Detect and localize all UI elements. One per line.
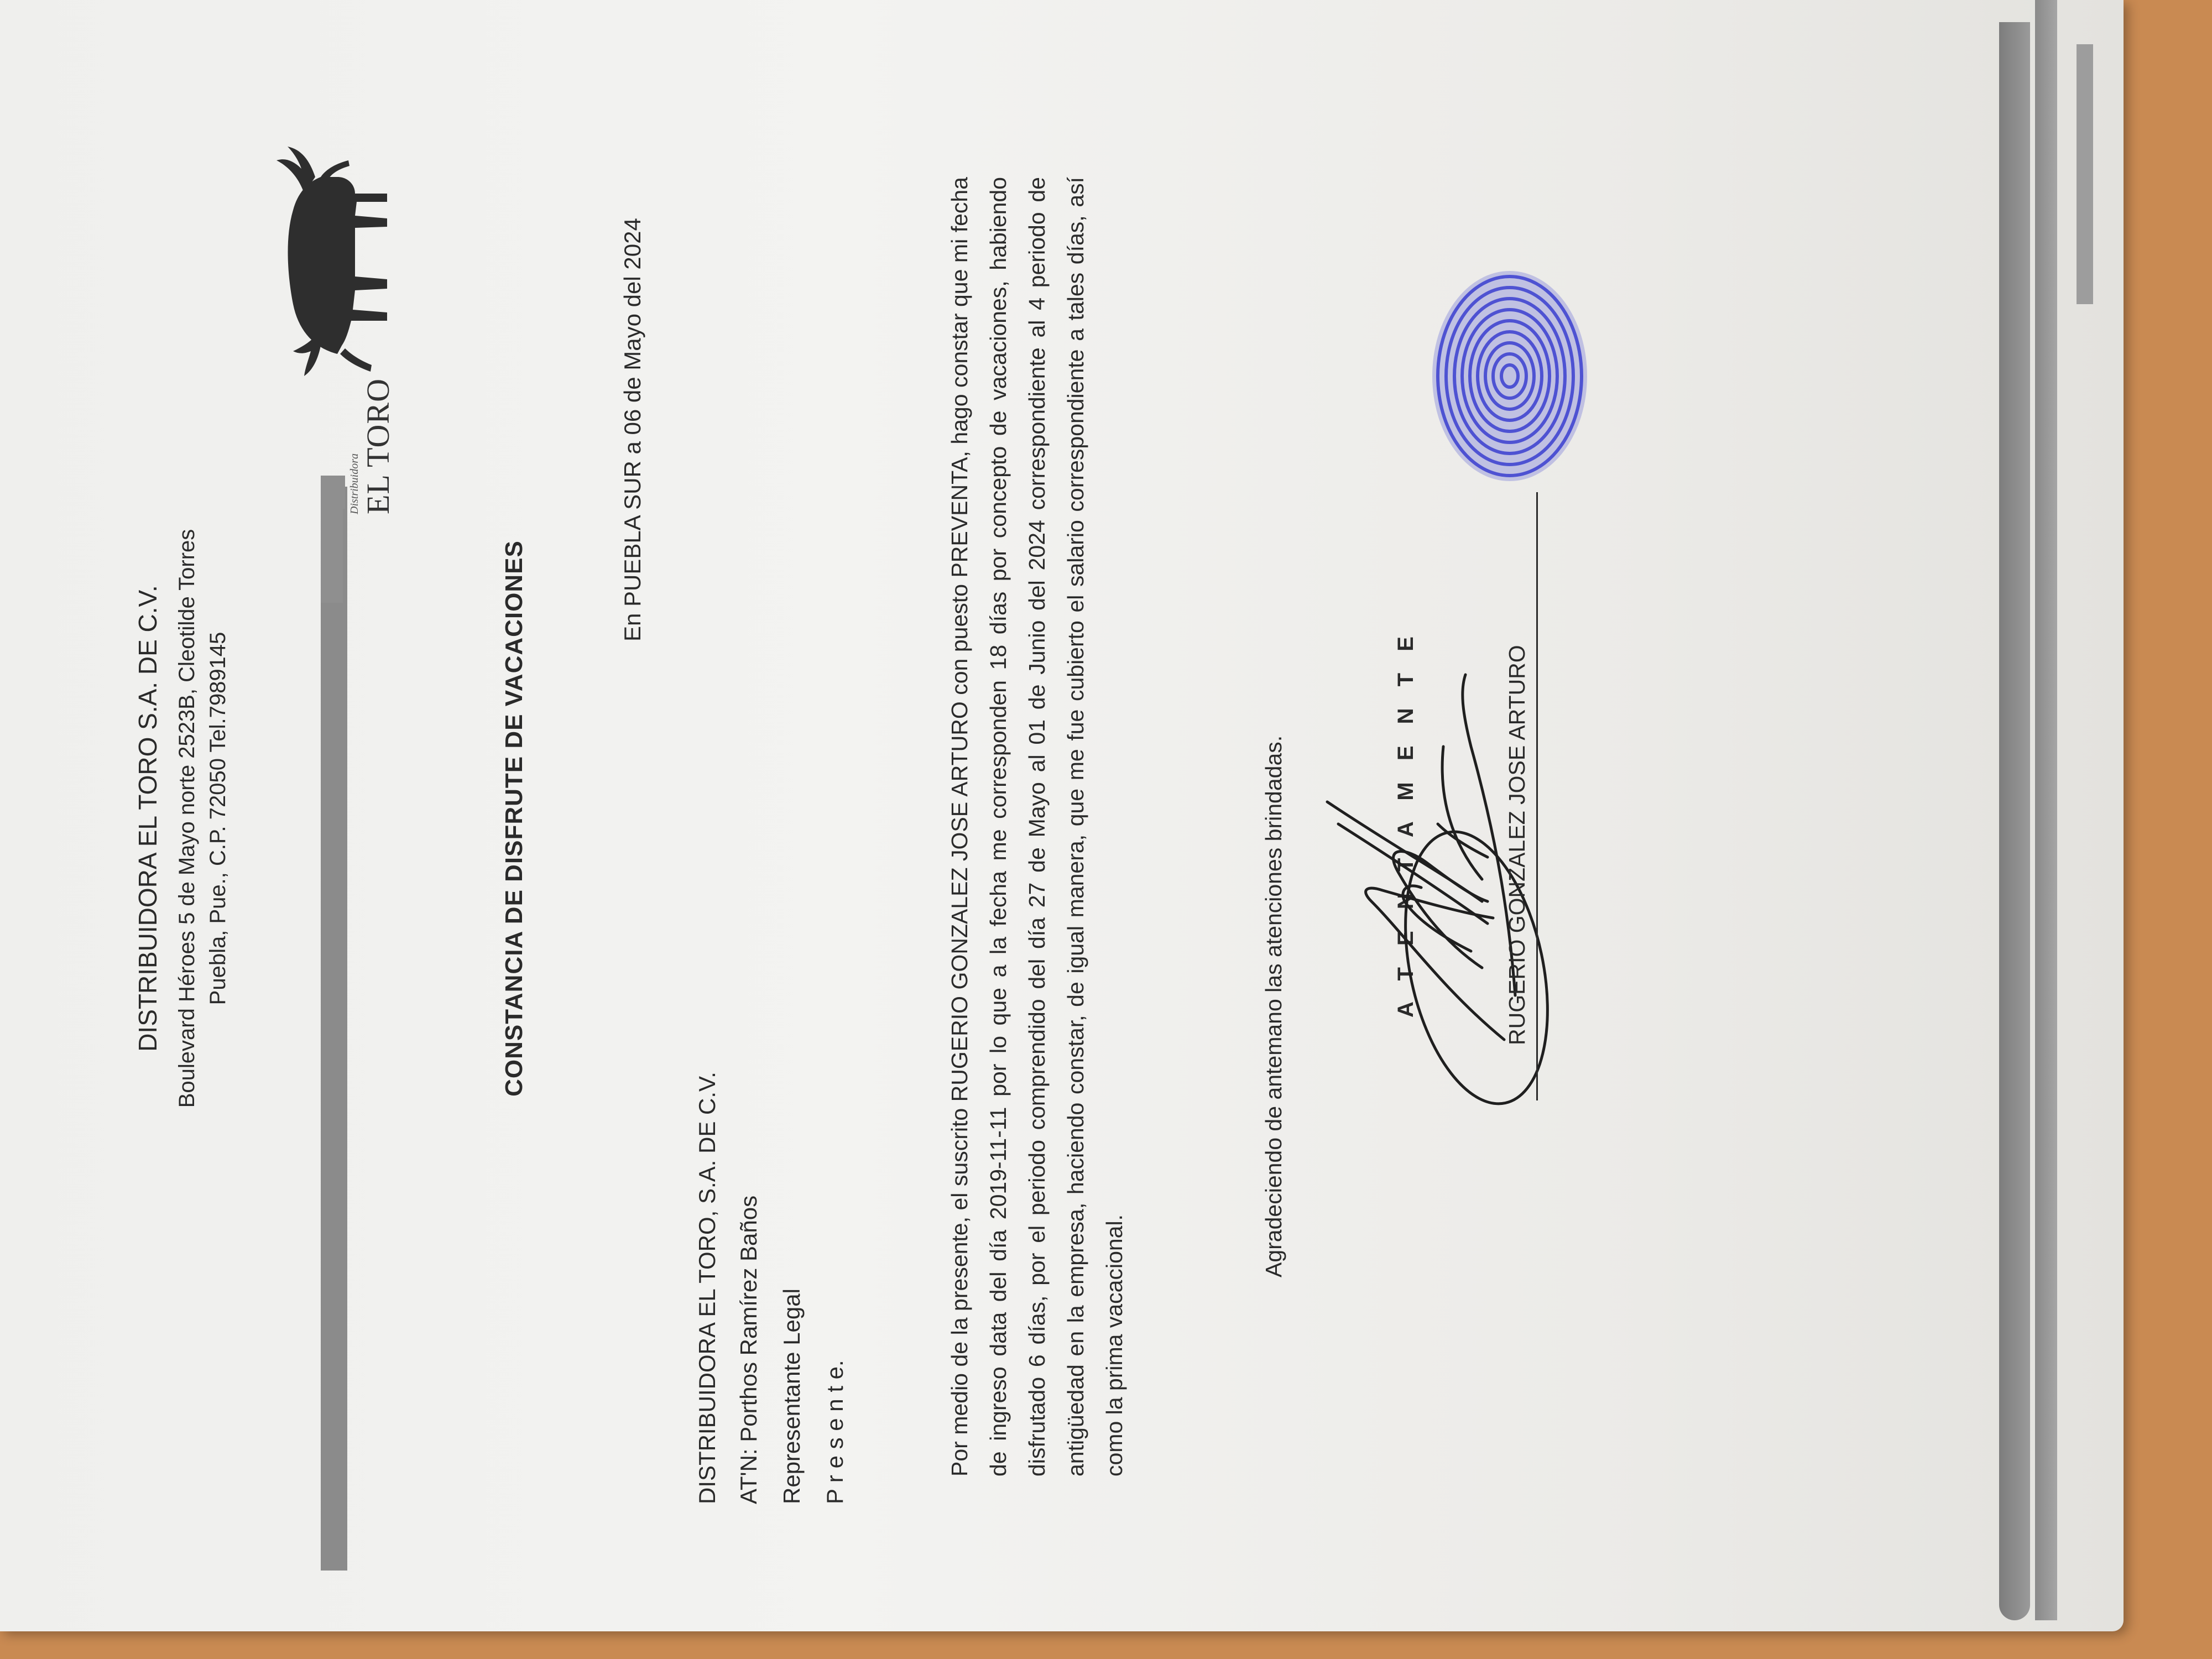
logo-brand-name: EL TORO (360, 378, 396, 514)
recipient-company: DISTRIBUIDORA EL TORO, S.A. DE C.V. (694, 1072, 720, 1504)
company-address (171, 365, 233, 1272)
recipient-presente: P r e s e n t e. (822, 1360, 848, 1504)
address-line-2: Puebla, Pue., C.P. 72050 Tel.7989145 (206, 632, 230, 1005)
header-bar-segment (321, 476, 345, 509)
address-line-1: Boulevard Héroes 5 de Mayo norte 2523B, Cleotilde Torres (175, 529, 199, 1108)
footer-bar (2035, 0, 2057, 1620)
header-bar (321, 487, 347, 1571)
footer-bar-segment (2077, 44, 2093, 304)
recipient-role: Representante Legal (779, 1288, 805, 1504)
date-line: En PUEBLA SUR a 06 de Mayo del 2024 (619, 218, 645, 641)
closing-line: Agradeciendo de antemano las atenciones brindadas. (1261, 735, 1286, 1277)
atentamente-heading: A T E N T A M E N T E (1394, 629, 1418, 1018)
company-name: DISTRIBUIDORA EL TORO S.A. DE C.V. (133, 585, 162, 1052)
document-title: CONSTANCIA DE DISFRUTE DE VACACIONES (500, 540, 528, 1097)
signer-name: RUGERIO GONZALEZ JOSE ARTURO (1504, 645, 1530, 1045)
recipient-attention: AT'N: Porthos Ramírez Baños (735, 1195, 761, 1504)
footer-bar (1999, 22, 2030, 1620)
logo-tagline: Distribuidora (348, 453, 361, 514)
document-content (0, 17, 2101, 1620)
fingerprint (1416, 265, 1593, 498)
body-paragraph: Por medio de la presente, el suscrito RUGERIO GONZALEZ JOSE ARTURO con puesto PREVENTA, hago constar que mi fecha de ingreso data del día 2019-11-11 por lo que a la fecha me corresponden 18 días por concepto de vacaciones, habiendo disfrutado 6 días, por el periodo comprendido del día 27 de Mayo al 01 de Junio del 2024 correspondiente al 4 periodo de antigüedad en la empresa, haciendo constar, de igual manera, que me fue cubierto el salario correspondiente a tales días, así como la prima vacacional. (947, 177, 1127, 1477)
signature-line (1536, 492, 1538, 1100)
